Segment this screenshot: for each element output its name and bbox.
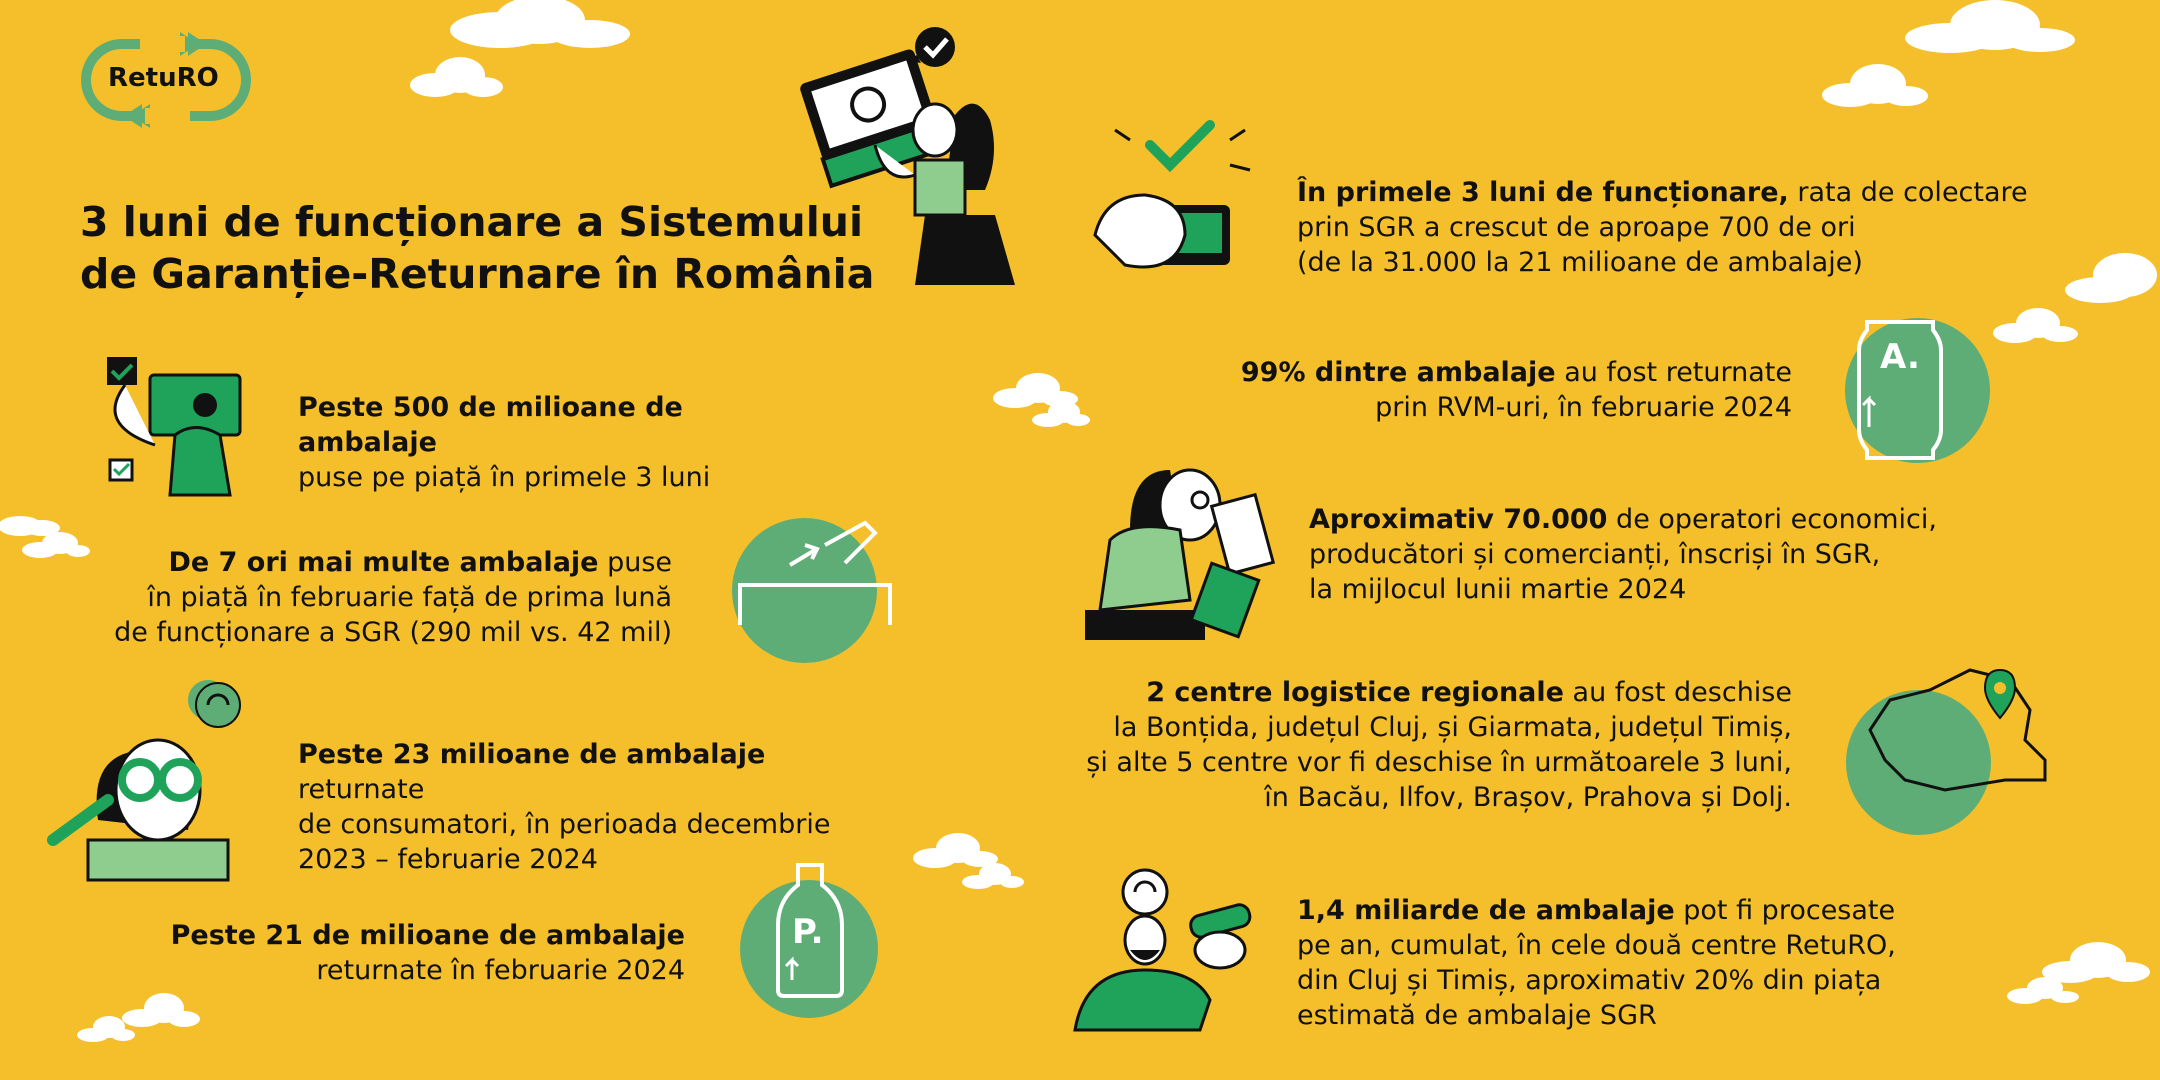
cloud-icon	[1900, 0, 2080, 55]
cloud-icon	[1990, 305, 2080, 345]
person-screen-illustration	[95, 345, 255, 515]
woman-magnifier-illustration	[48, 680, 248, 880]
romania-map-icon	[1850, 660, 2060, 820]
man-bottle-illustration	[1070, 870, 1260, 1035]
fact-left-4-line: returnate în februarie 2024	[316, 955, 685, 986]
woman-laptop-illustration	[805, 25, 1035, 285]
fact-left-1-bold: Peste 500 de milioane de ambalaje	[298, 392, 683, 458]
fact-left-1-line: puse pe piață în primele 3 luni	[298, 462, 711, 493]
fact-left-3-line: 2023 – februarie 2024	[298, 844, 598, 875]
can-label: A.	[1880, 337, 1920, 377]
fact-right-5-bold: 1,4 miliarde de ambalaje	[1297, 895, 1675, 926]
cloud-icon	[1030, 400, 1090, 428]
hand-check-illustration	[1080, 115, 1260, 295]
fact-right-3: Aproximativ 70.000 de operatori economici, producători și comercianți, înscriși în SGR, la mijlocul lunii martie 2024	[1309, 504, 1937, 605]
fact-right-3-line: la mijlocul lunii martie 2024	[1309, 574, 1687, 605]
growth-chart-icon	[735, 515, 895, 635]
bottle-label: P.	[792, 912, 824, 952]
fact-right-1-bold: În primele 3 luni de funcționare,	[1297, 177, 1789, 208]
cloud-icon	[405, 55, 505, 100]
fact-right-1-line: (de la 31.000 la 21 milioane de ambalaje)	[1297, 247, 1863, 278]
fact-left-2: De 7 ori mai multe ambalaje puse în piață în februarie față de prima lună de funcționare a SGR (290 mil vs. 42 mil)	[114, 547, 672, 648]
cloud-icon	[2060, 250, 2160, 305]
fact-right-3-line: producători și comercianți, înscriși în SGR,	[1309, 539, 1881, 570]
fact-left-2-bold: De 7 ori mai multe ambalaje	[168, 547, 599, 578]
fact-right-5-line: pe an, cumulat, în cele două centre RetuRO,	[1297, 930, 1896, 961]
fact-right-2-bold: 99% dintre ambalaje	[1240, 357, 1556, 388]
fact-right-2-line: prin RVM-uri, în februarie 2024	[1375, 392, 1792, 423]
fact-right-3-bold: Aproximativ 70.000	[1309, 504, 1608, 535]
fact-left-3-line: de consumatori, în perioada decembrie	[298, 809, 831, 840]
logo-text: RetuRO	[108, 63, 219, 93]
fact-left-3-bold: Peste 23 milioane de ambalaje	[298, 739, 766, 770]
page-title	[80, 196, 900, 300]
fact-left-2-line: de funcționare a SGR (290 mil vs. 42 mil)	[114, 617, 672, 648]
cloud-icon	[440, 0, 640, 48]
fact-right-2: 99% dintre ambalaje au fost returnate prin RVM-uri, în februarie 2024	[1240, 357, 1792, 423]
fact-right-4-line: în Bacău, Ilfov, Brașov, Prahova și Dolj.	[1264, 782, 1792, 813]
cloud-icon	[1820, 60, 1930, 110]
fact-left-3: Peste 23 milioane de ambalaje returnate de consumatori, în perioada decembrie 2023 – februarie 2024	[298, 739, 831, 875]
fact-right-4-line: la Bonțida, județul Cluj, și Giarmata, județul Timiș,	[1113, 712, 1792, 743]
fact-right-4-line: și alte 5 centre vor fi deschise în următoarele 3 luni,	[1086, 747, 1792, 778]
title-line-2: de Garanție-Returnare în România	[80, 250, 875, 298]
can-icon	[1855, 312, 1945, 462]
fact-left-4-bold: Peste 21 de milioane de ambalaje	[170, 920, 685, 951]
fact-right-1: În primele 3 luni de funcționare, rata de colectare prin SGR a crescut de aproape 700 de ori (de la 31.000 la 21 milioane de ambalaje)	[1297, 177, 2028, 278]
fact-left-1	[298, 390, 818, 495]
title-line-1: 3 luni de funcționare a Sistemului	[80, 198, 864, 246]
fact-right-4: 2 centre logistice regionale au fost deschise la Bonțida, județul Cluj, și Giarmata, județul Timiș, și alte 5 centre vor fi deschise în următoarele 3 luni, în Bacău, Ilfov, Brașov, Prahova și Dolj.	[1086, 677, 1792, 813]
fact-left-2-line: în piață în februarie față de prima lună	[147, 582, 672, 613]
fact-right-1-line: prin SGR a crescut de aproape 700 de ori	[1297, 212, 1856, 243]
fact-right-4-bold: 2 centre logistice regionale	[1146, 677, 1564, 708]
fact-right-5: 1,4 miliarde de ambalaje pot fi procesate pe an, cumulat, în cele două centre RetuRO, din Cluj și Timiș, aproximativ 20% din piața estimată de ambalaje SGR	[1297, 895, 1896, 1031]
fact-right-5-line: estimată de ambalaje SGR	[1297, 1000, 1657, 1031]
fact-right-5-line: din Cluj și Timiș, aproximativ 20% din piața	[1297, 965, 1882, 996]
woman-documents-illustration	[1080, 460, 1280, 640]
fact-left-4	[150, 918, 685, 988]
cloud-icon	[960, 862, 1025, 890]
cloud-icon	[75, 1015, 135, 1043]
